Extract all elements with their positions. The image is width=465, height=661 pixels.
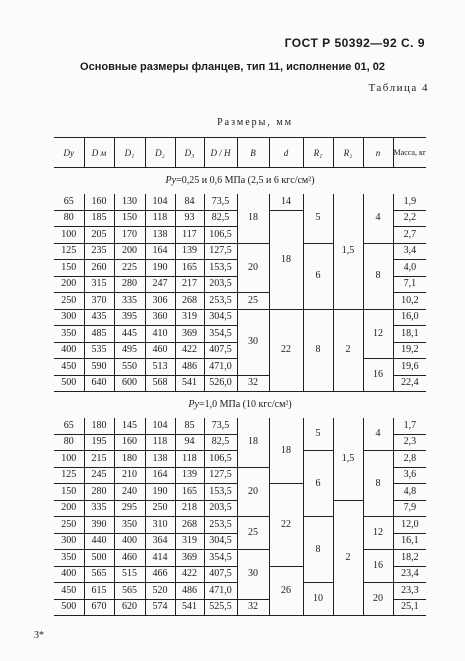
table-row (54, 194, 426, 210)
cell: 500 (54, 599, 84, 616)
cell-n: 8 (363, 243, 393, 309)
cell: 550 (114, 359, 145, 376)
cell: 300 (54, 533, 84, 550)
cell: 118 (145, 434, 175, 451)
cell: 118 (145, 210, 175, 227)
cell-r2: 1,5 (333, 194, 363, 309)
cell-b: 20 (237, 467, 269, 517)
cell: 205 (84, 227, 114, 244)
cell-d: 26 (269, 566, 303, 616)
cell-r1: 6 (303, 243, 333, 309)
cell: 106,5 (204, 451, 237, 468)
cell-d: 14 (269, 194, 303, 210)
cell: 350 (54, 550, 84, 567)
cell: 93 (175, 210, 204, 227)
cell: 541 (175, 599, 204, 616)
cell-r1: 5 (303, 418, 333, 451)
cell: 84 (175, 194, 204, 210)
cell: 117 (175, 227, 204, 244)
cell: 513 (145, 359, 175, 376)
cell: 390 (84, 517, 114, 534)
document-header: ГОСТ Р 50392—92 С. 9 (284, 36, 425, 50)
cell: 280 (114, 276, 145, 293)
cell: 245 (84, 467, 114, 484)
cell: 73,5 (204, 194, 237, 210)
cell: 304,5 (204, 533, 237, 550)
cell-mass: 7,9 (393, 500, 426, 517)
cell: 200 (54, 500, 84, 517)
cell: 127,5 (204, 467, 237, 484)
cell-mass: 23,3 (393, 583, 426, 600)
cell: 565 (114, 583, 145, 600)
cell: 520 (145, 583, 175, 600)
cell: 640 (84, 375, 114, 392)
cell: 118 (175, 451, 204, 468)
cell-b: 30 (237, 550, 269, 600)
cell: 422 (175, 342, 204, 359)
cell: 335 (84, 500, 114, 517)
cell: 369 (175, 550, 204, 567)
cell: 185 (84, 210, 114, 227)
cell-mass: 3,4 (393, 243, 426, 260)
cell: 180 (114, 451, 145, 468)
cell-n: 16 (363, 550, 393, 583)
pressure-label: Pу=1,0 МПа (10 кгс/см²) (188, 399, 292, 410)
cell-mass: 2,7 (393, 227, 426, 244)
cell-mass: 10,2 (393, 293, 426, 310)
col-mass: Масса, кг (393, 138, 426, 168)
cell: 370 (84, 293, 114, 310)
cell-b: 30 (237, 309, 269, 375)
cell: 65 (54, 418, 84, 434)
cell-mass: 16,0 (393, 309, 426, 326)
cell: 106,5 (204, 227, 237, 244)
cell: 190 (145, 484, 175, 501)
cell: 73,5 (204, 418, 237, 434)
cell-r1: 10 (303, 583, 333, 616)
cell: 590 (84, 359, 114, 376)
cell: 600 (114, 375, 145, 392)
cell-mass: 23,4 (393, 566, 426, 583)
cell-r2: 2 (333, 500, 363, 616)
cell: 460 (114, 550, 145, 567)
cell-b: 18 (237, 194, 269, 243)
sizes-label: Размеры, мм (84, 108, 426, 138)
cell-n: 20 (363, 583, 393, 616)
cell-mass: 18,1 (393, 326, 426, 343)
cell-mass: 7,1 (393, 276, 426, 293)
cell: 615 (84, 583, 114, 600)
col-dh: D / H (204, 138, 237, 168)
cell: 253,5 (204, 517, 237, 534)
cell: 280 (84, 484, 114, 501)
cell-n: 12 (363, 309, 393, 359)
cell: 400 (114, 533, 145, 550)
cell-r1: 5 (303, 194, 333, 243)
cell: 460 (145, 342, 175, 359)
col-b: B (237, 138, 269, 168)
cell: 450 (54, 583, 84, 600)
cell-mass: 1,7 (393, 418, 426, 434)
cell: 203,5 (204, 500, 237, 517)
cell-mass: 19,2 (393, 342, 426, 359)
col-dm: D м (84, 138, 114, 168)
cell: 250 (145, 500, 175, 517)
cell: 268 (175, 293, 204, 310)
table-row (54, 418, 426, 434)
cell: 235 (84, 243, 114, 260)
cell: 170 (114, 227, 145, 244)
cell-mass: 25,1 (393, 599, 426, 616)
cell: 104 (145, 194, 175, 210)
cell: 218 (175, 500, 204, 517)
cell-d: 18 (269, 418, 303, 484)
cell: 400 (54, 342, 84, 359)
cell: 485 (84, 326, 114, 343)
cell-mass: 16,1 (393, 533, 426, 550)
cell: 500 (54, 375, 84, 392)
cell: 217 (175, 276, 204, 293)
cell: 400 (54, 566, 84, 583)
cell: 125 (54, 243, 84, 260)
cell: 160 (114, 434, 145, 451)
cell: 526,0 (204, 375, 237, 392)
cell-mass: 4,8 (393, 484, 426, 501)
cell-b: 25 (237, 293, 269, 310)
table-title: Основные размеры фланцев, тип 11, исполнение 01, 02 (80, 61, 385, 73)
cell: 525,5 (204, 599, 237, 616)
cell: 495 (114, 342, 145, 359)
cell-b: 20 (237, 243, 269, 293)
flange-dimensions-table (54, 108, 426, 616)
cell: 315 (84, 276, 114, 293)
cell: 360 (145, 309, 175, 326)
cell-r1: 6 (303, 451, 333, 517)
cell-n: 8 (363, 451, 393, 517)
pressure-label: Pу=0,25 и 0,6 МПа (2,5 и 6 кгс/см²) (165, 175, 315, 186)
table-row (54, 550, 426, 567)
cell: 164 (145, 467, 175, 484)
cell-r1: 8 (303, 517, 333, 583)
col-n: n (363, 138, 393, 168)
cell: 80 (54, 434, 84, 451)
cell: 300 (54, 309, 84, 326)
cell: 65 (54, 194, 84, 210)
cell: 139 (175, 243, 204, 260)
cell: 160 (84, 194, 114, 210)
cell: 414 (145, 550, 175, 567)
cell: 440 (84, 533, 114, 550)
cell: 164 (145, 243, 175, 260)
cell: 145 (114, 418, 145, 434)
cell: 253,5 (204, 293, 237, 310)
cell: 295 (114, 500, 145, 517)
cell-d: 22 (269, 484, 303, 567)
cell: 200 (114, 243, 145, 260)
cell: 138 (145, 451, 175, 468)
cell: 350 (54, 326, 84, 343)
cell-n: 4 (363, 194, 393, 243)
cell-mass: 22,4 (393, 375, 426, 392)
cell: 203,5 (204, 276, 237, 293)
cell: 82,5 (204, 210, 237, 227)
cell: 210 (114, 467, 145, 484)
cell: 150 (114, 210, 145, 227)
cell: 319 (175, 533, 204, 550)
cell: 138 (145, 227, 175, 244)
cell: 670 (84, 599, 114, 616)
cell: 139 (175, 467, 204, 484)
page-number: 3* (34, 630, 44, 641)
cell: 150 (54, 484, 84, 501)
cell: 354,5 (204, 550, 237, 567)
cell: 104 (145, 418, 175, 434)
col-dy: Dу (54, 138, 84, 168)
cell-d: 18 (269, 210, 303, 309)
cell-mass: 2,3 (393, 434, 426, 451)
cell: 94 (175, 434, 204, 451)
cell: 165 (175, 260, 204, 277)
cell: 471,0 (204, 359, 237, 376)
cell: 268 (175, 517, 204, 534)
cell-mass: 12,0 (393, 517, 426, 534)
cell: 240 (114, 484, 145, 501)
table-row (54, 517, 426, 534)
cell: 407,5 (204, 342, 237, 359)
cell: 435 (84, 309, 114, 326)
cell: 500 (84, 550, 114, 567)
cell: 535 (84, 342, 114, 359)
cell: 471,0 (204, 583, 237, 600)
cell: 250 (54, 517, 84, 534)
cell-b: 25 (237, 517, 269, 550)
cell-mass: 3,6 (393, 467, 426, 484)
cell: 486 (175, 583, 204, 600)
cell-r2: 2 (333, 309, 363, 392)
cell: 565 (84, 566, 114, 583)
cell: 250 (54, 293, 84, 310)
cell: 450 (54, 359, 84, 376)
cell: 304,5 (204, 309, 237, 326)
cell: 620 (114, 599, 145, 616)
cell: 195 (84, 434, 114, 451)
cell: 125 (54, 467, 84, 484)
cell: 80 (54, 210, 84, 227)
cell-n: 4 (363, 418, 393, 451)
cell: 515 (114, 566, 145, 583)
cell-mass: 19,6 (393, 359, 426, 376)
cell: 306 (145, 293, 175, 310)
cell: 319 (175, 309, 204, 326)
cell-d: 22 (269, 309, 303, 392)
cell-b: 32 (237, 599, 269, 616)
cell: 486 (175, 359, 204, 376)
cell: 225 (114, 260, 145, 277)
cell: 247 (145, 276, 175, 293)
table-row (54, 243, 426, 260)
cell: 260 (84, 260, 114, 277)
cell: 335 (114, 293, 145, 310)
cell-n: 12 (363, 517, 393, 550)
col-d1: D₁ (114, 138, 145, 168)
cell: 354,5 (204, 326, 237, 343)
cell: 215 (84, 451, 114, 468)
cell: 190 (145, 260, 175, 277)
col-r1: R₁ (303, 138, 333, 168)
cell: 153,5 (204, 484, 237, 501)
cell-b: 18 (237, 418, 269, 467)
cell: 100 (54, 451, 84, 468)
cell: 127,5 (204, 243, 237, 260)
cell: 574 (145, 599, 175, 616)
cell: 466 (145, 566, 175, 583)
cell: 165 (175, 484, 204, 501)
cell: 568 (145, 375, 175, 392)
cell: 150 (54, 260, 84, 277)
cell-mass: 2,2 (393, 210, 426, 227)
cell-mass: 2,8 (393, 451, 426, 468)
cell-mass: 1,9 (393, 194, 426, 210)
cell: 82,5 (204, 434, 237, 451)
table-label: Таблица 4 (368, 82, 429, 94)
cell: 422 (175, 566, 204, 583)
cell: 407,5 (204, 566, 237, 583)
col-r2: R₂ (333, 138, 363, 168)
cell-mass: 4,0 (393, 260, 426, 277)
cell: 410 (145, 326, 175, 343)
cell: 445 (114, 326, 145, 343)
cell-r1: 8 (303, 309, 333, 392)
col-d2: D₂ (145, 138, 175, 168)
cell-n: 16 (363, 359, 393, 392)
table-row (54, 309, 426, 326)
cell: 85 (175, 418, 204, 434)
cell-b: 32 (237, 375, 269, 392)
cell: 130 (114, 194, 145, 210)
cell: 364 (145, 533, 175, 550)
cell: 180 (84, 418, 114, 434)
cell: 541 (175, 375, 204, 392)
cell: 100 (54, 227, 84, 244)
cell: 369 (175, 326, 204, 343)
cell-r2: 1,5 (333, 418, 363, 500)
cell: 350 (114, 517, 145, 534)
cell: 395 (114, 309, 145, 326)
cell-mass: 18,2 (393, 550, 426, 567)
col-d3: D₃ (175, 138, 204, 168)
cell: 153,5 (204, 260, 237, 277)
cell: 200 (54, 276, 84, 293)
col-d: d (269, 138, 303, 168)
cell: 310 (145, 517, 175, 534)
